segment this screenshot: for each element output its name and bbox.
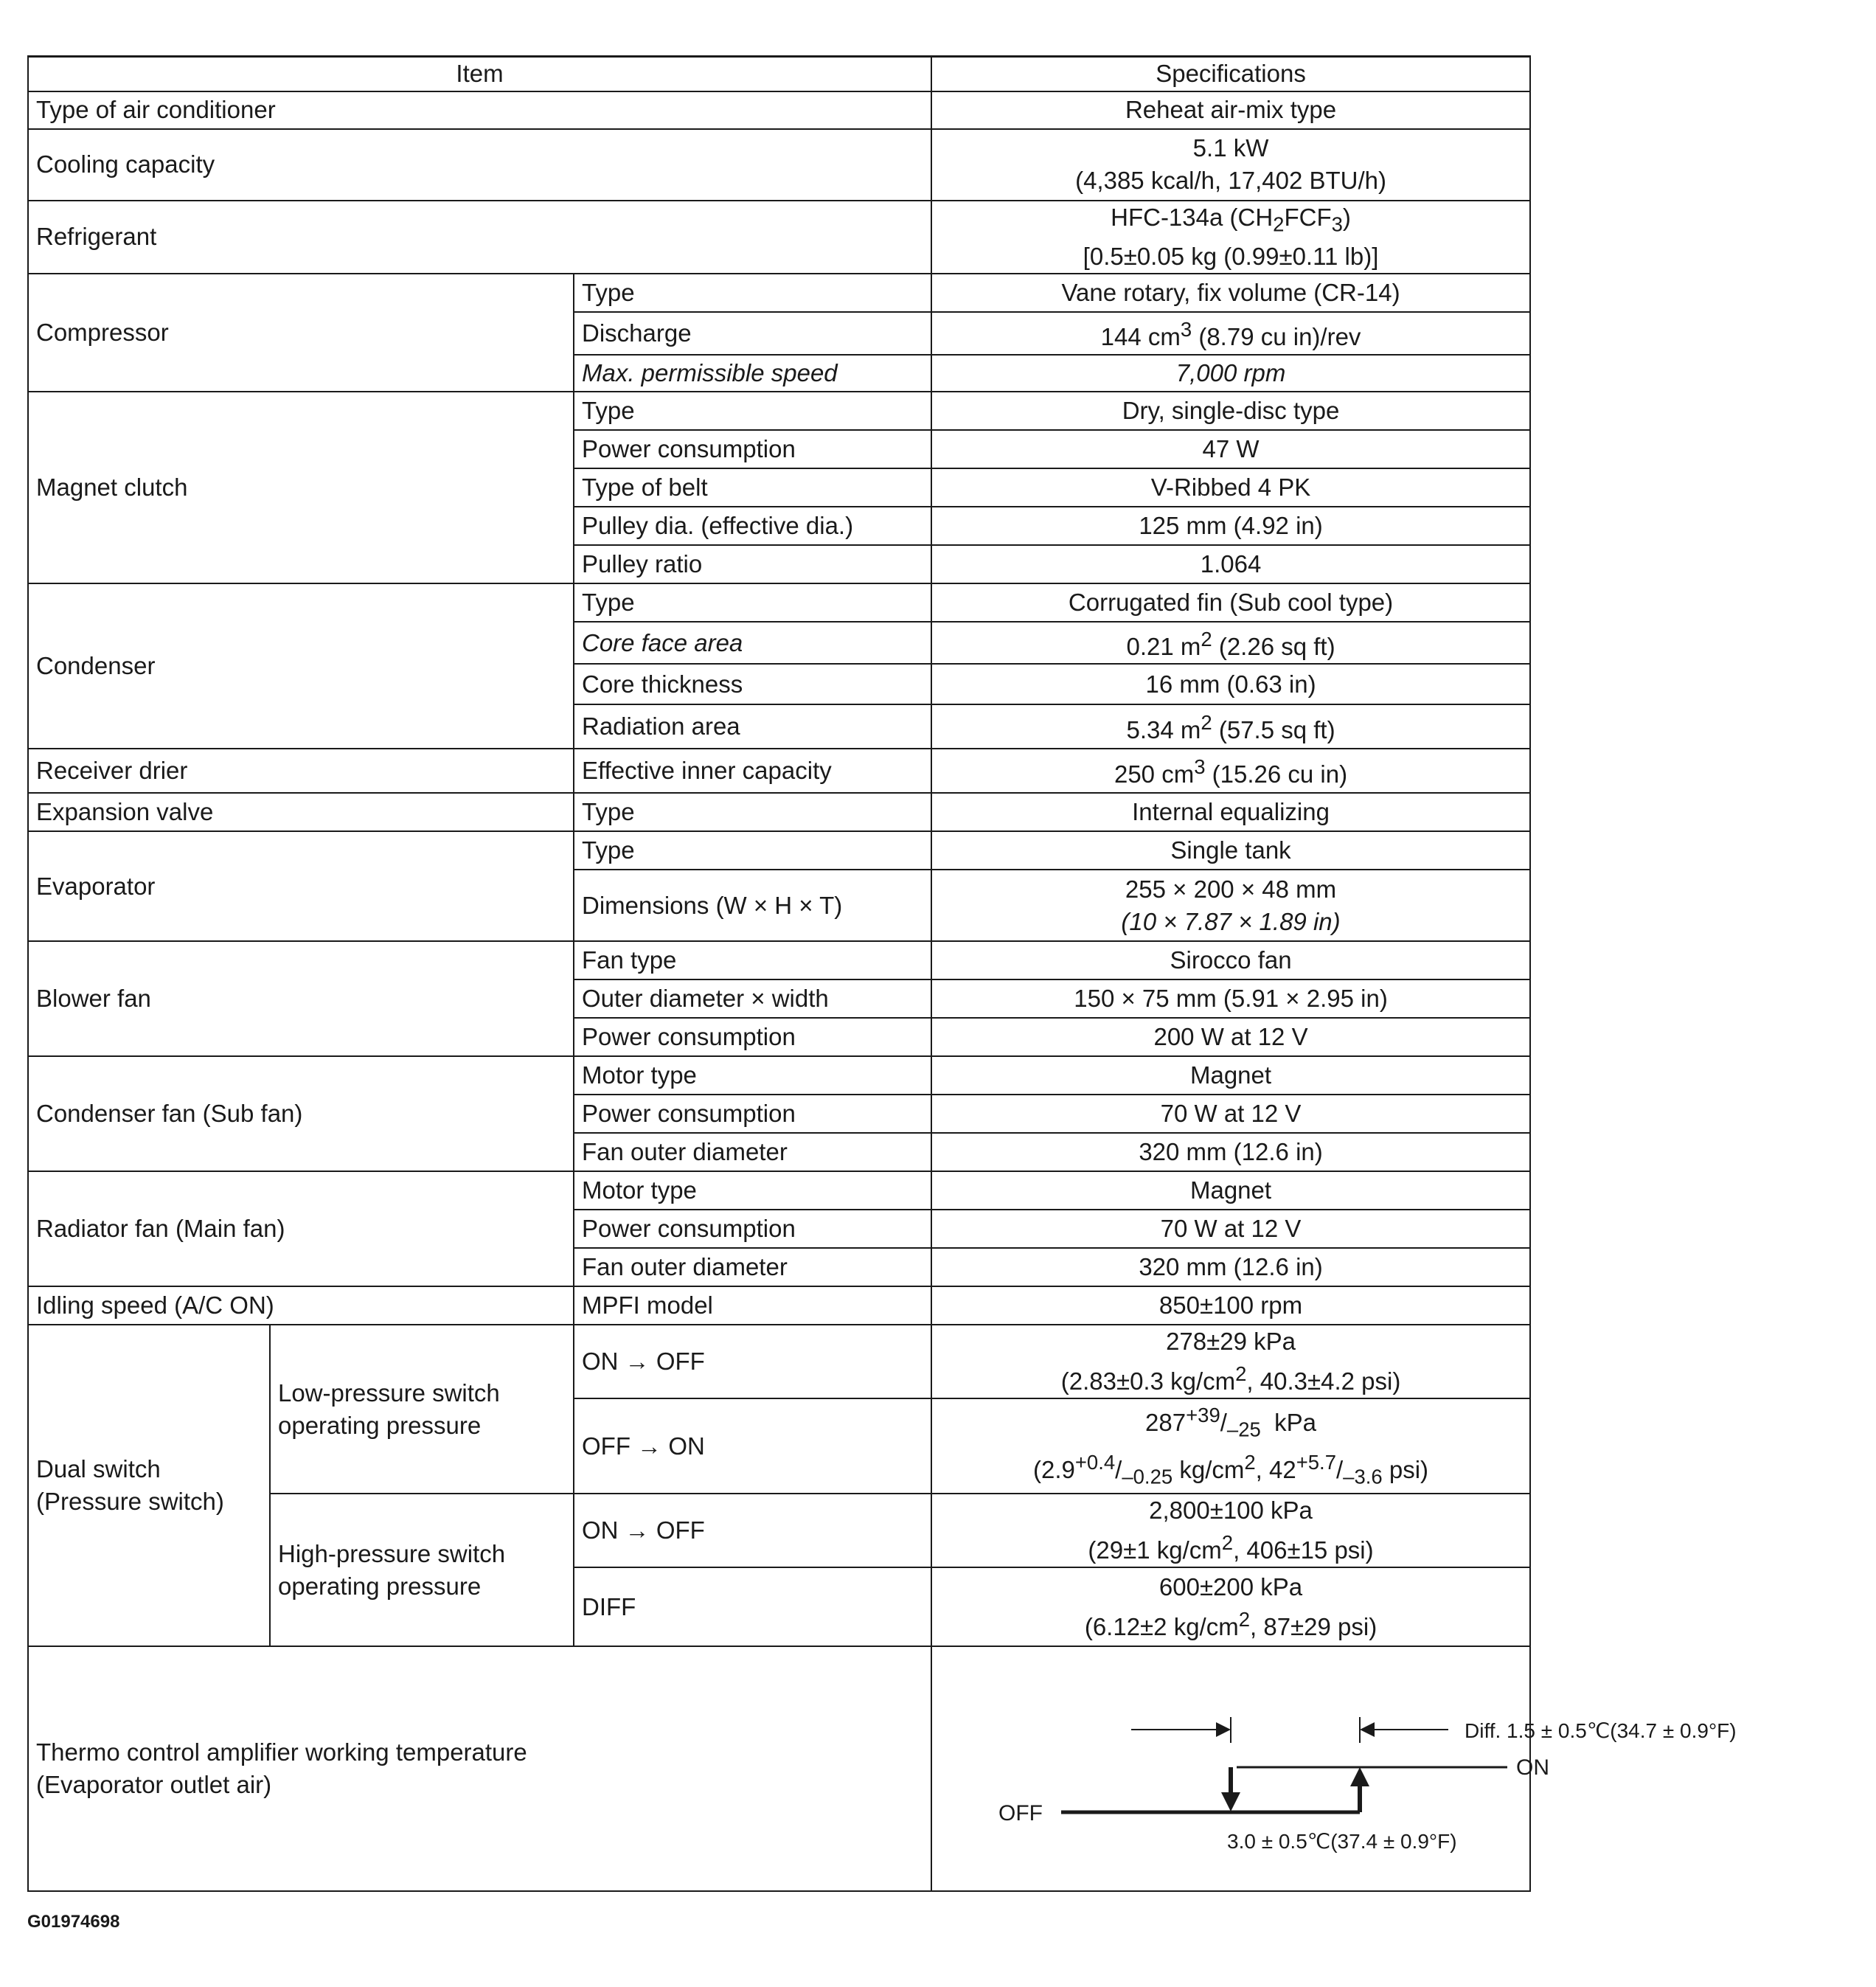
discharge-sup: 3	[1180, 318, 1192, 341]
sublabel-low-off-on: OFF → ON	[574, 1398, 931, 1494]
evaporator-dim-mm: 255 × 200 × 48 mm	[1125, 875, 1337, 903]
low-off-on-part: psi)	[1382, 1455, 1429, 1483]
diff-kpa: 600±200 kPa	[1158, 1572, 1303, 1601]
value-low-off-on	[931, 1398, 1530, 1494]
label-condenser-fan: Condenser fan (Sub fan)	[28, 1056, 574, 1171]
value-compressor-discharge	[931, 312, 1530, 355]
figure-id: G01974698	[27, 1912, 120, 1932]
row-refrigerant	[28, 201, 1530, 274]
value-compressor-speed: 7,000 rpm	[931, 355, 1530, 392]
row-condfan-motor	[28, 1056, 1530, 1095]
receiver-part: (15.26 cu in)	[1205, 760, 1348, 788]
label-dual-switch	[28, 1325, 270, 1646]
diff-part: , 87±29 psi)	[1250, 1612, 1378, 1640]
radiation-part: (57.5 sq ft)	[1212, 716, 1335, 744]
value-cooling	[931, 129, 1530, 201]
value-blower-power: 200 W at 12 V	[931, 1018, 1530, 1056]
dual-switch-line2: (Pressure switch)	[36, 1488, 224, 1516]
value-condenser-radiation	[931, 704, 1530, 749]
value-condfan-motor: Magnet	[931, 1056, 1530, 1095]
low-off-on-sup: +39	[1186, 1404, 1220, 1427]
diff-sup: 2	[1238, 1607, 1251, 1631]
low-pressure-line1: Low-pressure switch	[278, 1379, 500, 1407]
sublabel-high-on-off: ON → OFF	[574, 1494, 931, 1567]
high-on-off-part: (29±1 kg/cm	[1088, 1536, 1222, 1564]
label-compressor: Compressor	[28, 274, 574, 392]
low-off-on-sup: +5.7	[1296, 1450, 1336, 1474]
value-clutch-pulley-ratio: 1.064	[931, 545, 1530, 583]
high-on-off-kpa: 2,800±100 kPa	[1149, 1497, 1313, 1525]
low-off-on-part: kPa	[1260, 1409, 1317, 1437]
refrigerant-part: )	[1342, 203, 1351, 231]
value-clutch-power: 47 W	[931, 430, 1530, 468]
sublabel-condenser-type: Type	[574, 583, 931, 622]
label-refrigerant: Refrigerant	[28, 201, 931, 274]
header-item: Item	[28, 57, 931, 91]
radiation-sup: 2	[1201, 711, 1212, 735]
thermo-hysteresis-diagram	[932, 1651, 1876, 1887]
sublabel-blower-power: Power consumption	[574, 1018, 931, 1056]
sublabel-condfan-dia: Fan outer diameter	[574, 1133, 931, 1171]
label-cooling: Cooling capacity	[28, 129, 931, 201]
low-off-on-sub: –25	[1226, 1418, 1261, 1441]
discharge-part: 144 cm	[1100, 323, 1181, 351]
temp-label: 3.0 ± 0.5℃(37.4 ± 0.9°F)	[1227, 1830, 1457, 1854]
refrigerant-sub: 3	[1331, 212, 1343, 236]
low-off-on-part: (2.9	[1033, 1455, 1075, 1483]
refrigerant-part: FCF	[1284, 203, 1332, 231]
value-clutch-belt: V-Ribbed 4 PK	[931, 468, 1530, 507]
value-refrigerant	[931, 201, 1530, 274]
value-condenser-type: Corrugated fin (Sub cool type)	[931, 583, 1530, 622]
sublabel-radfan-motor: Motor type	[574, 1171, 931, 1210]
value-low-on-off	[931, 1325, 1530, 1398]
value-clutch-type: Dry, single-disc type	[931, 392, 1530, 430]
sublabel-compressor-discharge: Discharge	[574, 312, 931, 355]
low-pressure-line2: operating pressure	[278, 1411, 482, 1439]
label-magnet-clutch: Magnet clutch	[28, 392, 574, 583]
high-pressure-line2: operating pressure	[278, 1572, 482, 1600]
diff-part: (6.12±2 kg/cm	[1084, 1612, 1239, 1640]
sublabel-clutch-type: Type	[574, 392, 931, 430]
label-blower: Blower fan	[28, 941, 574, 1056]
thermo-line2: (Evaporator outlet air)	[36, 1771, 272, 1799]
sublabel-radfan-dia: Fan outer diameter	[574, 1248, 931, 1286]
low-on-off-alt	[939, 1358, 1522, 1398]
low-on-off-part: (2.83±0.3 kg/cm	[1060, 1367, 1236, 1395]
row-condenser-type	[28, 583, 1530, 622]
refrigerant-name	[939, 201, 1522, 241]
low-off-on-kpa	[939, 1399, 1522, 1446]
sublabel-low-on-off: ON → OFF	[574, 1325, 931, 1398]
diff-alt	[939, 1603, 1522, 1643]
label-high-pressure	[270, 1494, 574, 1646]
value-diff	[931, 1567, 1530, 1646]
sublabel-idling: MPFI model	[574, 1286, 931, 1325]
low-off-on-part: /	[1220, 1409, 1227, 1437]
sublabel-blower-outer: Outer diameter × width	[574, 979, 931, 1018]
low-off-on-sup: 2	[1244, 1450, 1256, 1474]
low-off-on-part: /	[1115, 1455, 1122, 1483]
value-aircon-type: Reheat air-mix type	[931, 91, 1530, 129]
diff-dimension	[1131, 1717, 1448, 1743]
sublabel-radfan-power: Power consumption	[574, 1210, 931, 1248]
value-condenser-thickness: 16 mm (0.63 in)	[931, 664, 1530, 704]
sublabel-condenser-thickness: Core thickness	[574, 664, 931, 704]
row-blower-type	[28, 941, 1530, 979]
thermo-diagram-cell	[931, 1646, 1737, 1891]
label-aircon-type: Type of air conditioner	[28, 91, 931, 129]
sublabel-compressor-type: Type	[574, 274, 931, 312]
diff-label: Diff. 1.5 ± 0.5℃(34.7 ± 0.9°F)	[1465, 1719, 1737, 1743]
cooling-kw: 5.1 kW	[1192, 134, 1269, 162]
row-low-on-off	[28, 1325, 1530, 1398]
row-receiver	[28, 749, 1530, 793]
sublabel-blower-type: Fan type	[574, 941, 931, 979]
low-on-off-kpa: 278±29 kPa	[1166, 1328, 1296, 1356]
row-aircon-type	[28, 91, 1530, 129]
cooling-alt: (4,385 kcal/h, 17,402 BTU/h)	[1075, 167, 1386, 194]
refrigerant-sub: 2	[1273, 212, 1285, 236]
value-high-on-off	[931, 1494, 1530, 1567]
down-arrow	[1221, 1767, 1240, 1811]
sublabel-clutch-pulley-ratio: Pulley ratio	[574, 545, 931, 583]
low-off-on-sup: +0.4	[1074, 1450, 1116, 1474]
value-blower-type: Sirocco fan	[931, 941, 1530, 979]
label-radiator-fan: Radiator fan (Main fan)	[28, 1171, 574, 1286]
sublabel-evaporator-type: Type	[574, 831, 931, 870]
high-pressure-line1: High-pressure switch	[278, 1539, 506, 1567]
refrigerant-part: HFC-134a (CH	[1111, 203, 1274, 231]
refrigerant-amount: [0.5±0.05 kg (0.99±0.11 lb)]	[1083, 243, 1379, 271]
up-arrow	[1350, 1767, 1369, 1812]
sublabel-evaporator-dim: Dimensions (W × H × T)	[574, 870, 931, 941]
value-idling: 850±100 rpm	[931, 1286, 1530, 1325]
value-receiver	[931, 749, 1530, 793]
core-face-part: 0.21 m	[1126, 632, 1201, 660]
row-thermo	[28, 1646, 1530, 1891]
row-cooling	[28, 129, 1530, 201]
row-evaporator-type	[28, 831, 1530, 870]
low-off-on-part: /	[1336, 1455, 1344, 1483]
low-on-off-part: , 40.3±4.2 psi)	[1246, 1367, 1401, 1395]
sublabel-condfan-motor: Motor type	[574, 1056, 931, 1095]
row-radfan-motor	[28, 1171, 1530, 1210]
value-expansion: Internal equalizing	[931, 793, 1530, 831]
sublabel-clutch-pulley-dia: Pulley dia. (effective dia.)	[574, 507, 931, 545]
core-face-sup: 2	[1201, 627, 1212, 651]
on-label: ON	[1516, 1755, 1550, 1780]
label-low-pressure	[270, 1325, 574, 1494]
row-compressor-type	[28, 274, 1530, 312]
value-blower-outer: 150 × 75 mm (5.91 × 2.95 in)	[931, 979, 1530, 1018]
value-evaporator-type: Single tank	[931, 831, 1530, 870]
value-radfan-motor: Magnet	[931, 1171, 1530, 1210]
sublabel-expansion: Type	[574, 793, 931, 831]
sublabel-diff: DIFF	[574, 1567, 931, 1646]
value-radfan-power: 70 W at 12 V	[931, 1210, 1530, 1248]
high-on-off-sup: 2	[1221, 1531, 1234, 1555]
low-off-on-sub: –3.6	[1343, 1465, 1383, 1488]
low-off-on-part: 287	[1145, 1409, 1187, 1437]
row-expansion	[28, 793, 1530, 831]
header-specifications: Specifications	[931, 57, 1530, 91]
sublabel-condfan-power: Power consumption	[574, 1095, 931, 1133]
value-condenser-core-face	[931, 622, 1530, 664]
value-condfan-dia: 320 mm (12.6 in)	[931, 1133, 1530, 1171]
sublabel-compressor-speed: Max. permissible speed	[574, 355, 931, 392]
specifications-table	[27, 55, 1737, 1892]
low-off-on-sub: –0.25	[1122, 1465, 1173, 1488]
radiation-part: 5.34 m	[1126, 716, 1201, 744]
discharge-part: (8.79 cu in)/rev	[1192, 323, 1361, 351]
label-thermo	[28, 1646, 931, 1891]
row-clutch-type	[28, 392, 1530, 430]
low-off-on-part: , 42	[1255, 1455, 1296, 1483]
low-off-on-part: kg/cm	[1172, 1455, 1245, 1483]
thermo-line1: Thermo control amplifier working temperature	[36, 1738, 527, 1766]
sublabel-clutch-power: Power consumption	[574, 430, 931, 468]
sublabel-condenser-core-face: Core face area	[574, 622, 931, 664]
label-condenser: Condenser	[28, 583, 574, 749]
dual-switch-line1: Dual switch	[36, 1455, 161, 1483]
high-on-off-part: , 406±15 psi)	[1233, 1536, 1374, 1564]
value-radfan-dia: 320 mm (12.6 in)	[931, 1248, 1530, 1286]
sublabel-receiver: Effective inner capacity	[574, 749, 931, 793]
sublabel-condenser-radiation: Radiation area	[574, 704, 931, 749]
sublabel-clutch-belt: Type of belt	[574, 468, 931, 507]
value-compressor-type: Vane rotary, fix volume (CR-14)	[931, 274, 1530, 312]
label-receiver: Receiver drier	[28, 749, 574, 793]
receiver-sup: 3	[1194, 755, 1206, 779]
low-on-off-sup: 2	[1235, 1362, 1247, 1386]
core-face-part: (2.26 sq ft)	[1212, 632, 1335, 660]
header-row	[28, 57, 1530, 91]
receiver-part: 250 cm	[1114, 760, 1195, 788]
low-off-on-alt	[939, 1446, 1522, 1494]
high-on-off-alt	[939, 1527, 1522, 1567]
row-idling	[28, 1286, 1530, 1325]
label-idling: Idling speed (A/C ON)	[28, 1286, 574, 1325]
label-expansion: Expansion valve	[28, 793, 574, 831]
label-evaporator: Evaporator	[28, 831, 574, 941]
off-label: OFF	[998, 1801, 1043, 1826]
value-condfan-power: 70 W at 12 V	[931, 1095, 1530, 1133]
evaporator-dim-in: (10 × 7.87 × 1.89 in)	[1121, 907, 1341, 935]
value-clutch-pulley-dia: 125 mm (4.92 in)	[931, 507, 1530, 545]
value-evaporator-dim	[931, 870, 1530, 941]
